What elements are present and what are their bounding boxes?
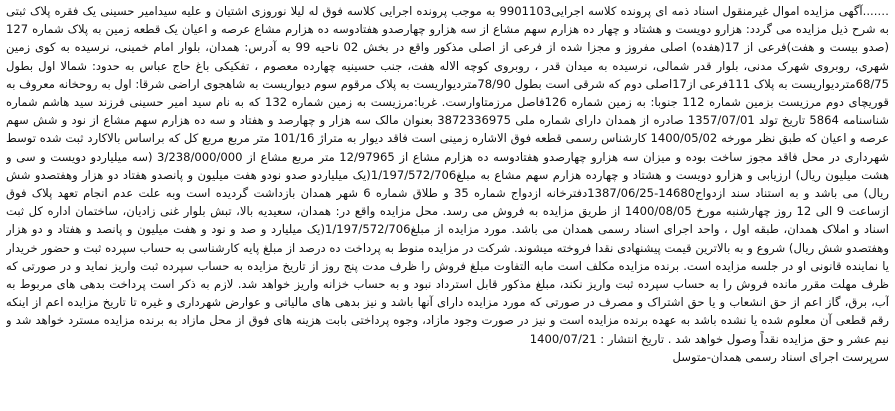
notice-signature: سرپرست اجرای اسناد رسمی همدان-متوسل bbox=[672, 349, 889, 364]
notice-body: …....آگهی مزایده اموال غیرمنقول اسناد ذمه ای پرونده کلاسه اجرایی9901103 به موجب پرونده اجرایی کلاسه فوق له لیلا نوروزی اشتیان و علیه سیدامیر حسینی یک فقره پلاک ثبتی به شرح ذیل مزایده می گردد: هزارو دویست و هشتاد و چهار ده هزارم سهم مشاع از سه هزارو چهارصدو هفتادوسه ده هزارم مشاع عرصه و اعیان یک قطعه زمین به پلاک شماره 127 (صدو بیست و هفت)فرعی از 17(هفده) اصلی مفروز و مجزا شده از فرعی از اصلی مذکور واقع در بخش 02 ناحیه 99 به آدرس: همدان، بلوار امام خمینی، نرسیده به کوی زمین شهری، روبروی شهرک مدنی، بلوار قدر شمالی، نرسیده به میدان قدر ، روبروی کوچه الاله هفت، جنب حسینیه چهارده معصوم ، تفکیکی باغ حاج عباس به حدود: شمالا اول بطول 68/75متردیواریست به پلاک 111فرعی از17اصلی دوم که شرقی است بطول 78/90متردیواریست به پلاک مرقوم سوم دیواریست به شاهجوی اراضی شرقا: اول به روحخانه معروف به قوریچای دوم مرزیست بزمین شماره 112 جنوبا: به زمین شماره 126فاصل مرزمتاوارست. غربا:مرزیست به زمین شماره 132 که به نام سید امیر حسینی فرزند سید هاشم شماره شناسنامه 5864 تاریخ تولد 1357/07/01 صادره از همدان دارای شماره ملی 3872336975 بعنوان مالک سه هزار و چهارصد و هفتاد و سه ده هزارم سهم مشاع از نود و شش سهم عرصه و اعیان که طبق نظر مورخه 1400/05/02 کارشناس رسمی قطعه فوق الاشاره زمینی است فاقد دیوار به متراژ 101/16 متر مربع مربع کل که براساس بالاکارد ثبت شده توسط شهرداری در محل فاقد مجوز ساخت بوده و میزان سه هزارو چهارصدو هفتادوسه ده هزارم مشاع از 12/97965 متر مربع مشاع از 3/238/000/000 (سه میلیاردو دویست و سی و هشت میلیون ریال) ارزیابی و هزارو دویست و هشتاد و چهارده هزارم سهم مشاع به مبلغ1/197/572/706(یک میلیاردو صدو نودو هفت میلیون و پانصدو هفتاد دو هزار وهفتصدو شش ریال) می باشد و به استناد سند ازدواج14680-1387/06/25دفترخانه ازدواج شماره 35 و طلاق شماره 6 شهر همدان بازداشت گردیده است وبه علت عدم انجام تعهد پلاک فوق ازساعت 9 الی 12 روز چهارشنبه مورخ 1400/08/05 از طریق مزایده به فروش می رسد. محل مزایده واقع در: همدان، سعیدیه بالا، تبش بلوار غنی زادیان، ساختمان اداره کل ثبت اسناد و املاک همدان، طبقه اول ، واحد اجرای اسناد رسمی همدان می باشد. مورد مزایده از مبلغ1/197/572/706(یک میلیارد و صد و نود و هفت میلیون و پانصد و هفتاد و دو هزار وهفتصدو شش ریال) شروع و به بالاترین قیمت پیشنهادی نقدا فروخته میشوند. شرکت در مزایده منوط به پرداخت ده درصد از مبلغ پایه کارشناسی به حساب سپرده ثبت و حضور خریدار یا نماینده قانونی او در جلسه مزایده است. برنده مزایده مکلف است مابه التفاوت مبلغ فروش را ظرف مدت پنج روز از تاریخ مزایده به حساب سپرده ثبت واریز نماید و در صورتی که ظرف مهلت مقرر مانده فروش را به حساب سپرده ثبت واریز نکند، مبلغ مذکور قابل استرداد نبود و به حساب خزانه واریز خواهد شد. لازم به ذکر است پرداخت بدهی های مربوط به آب، برق، گاز اعم از حق انشعاب و یا حق اشتراک و مصرف در صورتی که مورد مزایده دارای آنها باشد و نیز بدهی های مالیاتی و عوارض شهرداری و غیره تا تاریخ مزایده اعم از اینکه رقم قطعی آن معلوم شده یا نشده باشد به عهده برنده مزایده است و نیز در صورت وجود مازاد، وجوه پرداختی بابت هزینه های فوق از محل مازاد به برنده مزایده مسترد خواهد شد و نیم عشر و حق مزایده نقداً وصول خواهد شد . تاریخ انتشار : 1400/07/21 bbox=[6, 4, 889, 346]
auction-notice bbox=[6, 2, 889, 407]
